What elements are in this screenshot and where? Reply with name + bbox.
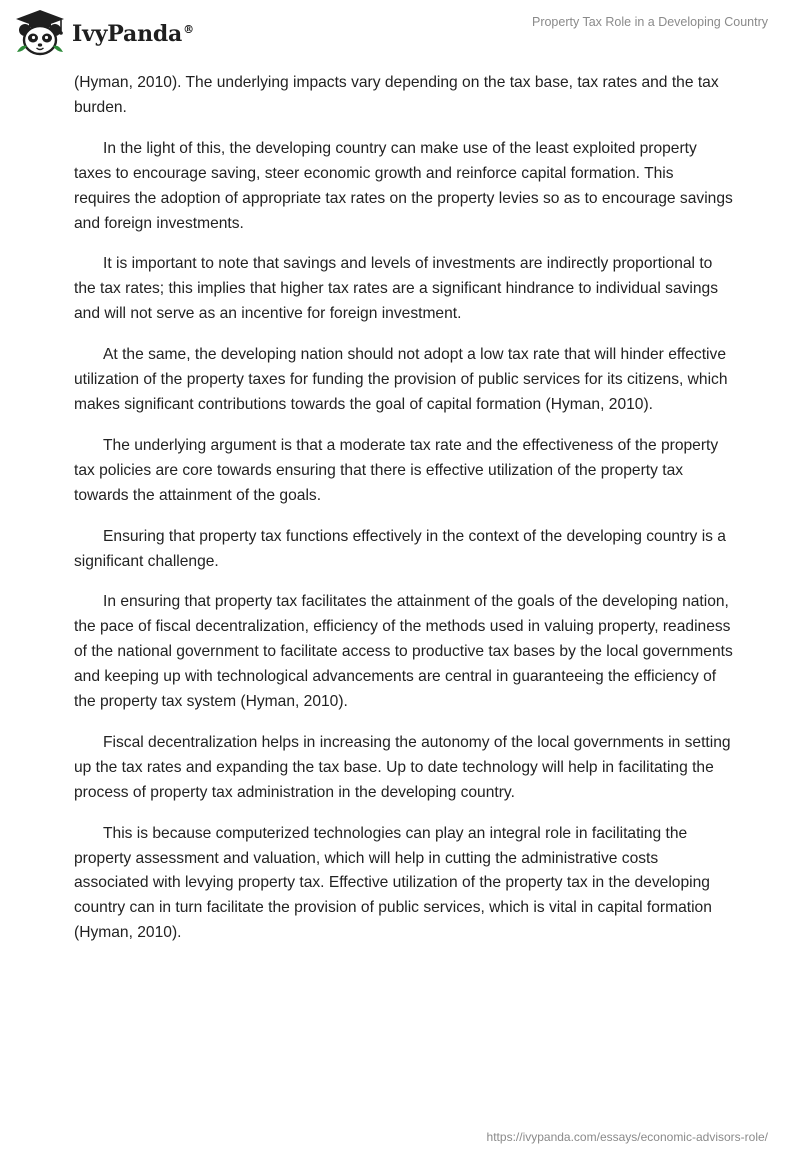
paragraph: Fiscal decentralization helps in increasing the autonomy of the local governments in setting up the tax rates and expanding the tax base. Up to date technology will help in facilitating the process of property tax administration in the developing country. [74, 733, 731, 801]
paragraph: In the light of this, the developing country can make use of the least exploited property taxes to encourage saving, steer economic growth and reinforce capital formation. This requires the adoption of appropriate tax rates on the property levies so as to encourage savings and foreign investments. [74, 139, 733, 232]
brand-logo-link[interactable] [12, 8, 194, 56]
paragraph: In ensuring that property tax facilitates the attainment of the goals of the developing nation, the pace of fiscal decentralization, efficiency of the methods used in valuing property, readiness of the national government to facilitate access to productive tax bases by the local governments and keeping up with technological advancements are central in guaranteeing the efficiency of the property tax system (Hyman, 2010). [74, 593, 733, 711]
page-header [0, 0, 800, 60]
source-url-link[interactable]: https://ivypanda.com/essays/economic-advisors-role/ [486, 1130, 768, 1144]
paragraph: This is because computerized technologies can play an integral role in facilitating the property assessment and valuation, which will help in cutting the administrative costs associated with levying property tax. Effective utilization of the property tax in the developing country can in turn facilitate the provision of public services, which is vital in capital formation (Hyman, 2010). [74, 824, 712, 942]
panda-graduate-icon [12, 8, 68, 56]
paragraph: At the same, the developing nation should not adopt a low tax rate that will hinder effective utilization of the property taxes for funding the provision of public services for its citizens, which makes significant contributions towards the goal of capital formation (Hyman, 2010). [74, 346, 728, 413]
registered-mark: ® [183, 22, 194, 36]
brand-name: IvyPanda® [72, 21, 194, 47]
paragraph: Ensuring that property tax functions effectively in the context of the developing country is a significant challenge. [74, 527, 726, 570]
paragraph: It is important to note that savings and levels of investments are indirectly proportional to the tax rates; this implies that higher tax rates are a significant hindrance to individual savings and will not serve as an incentive for foreign investment. [74, 255, 719, 323]
document-title: Property Tax Role in a Developing Country [531, 15, 768, 29]
paragraph: The underlying argument is that a moderate tax rate and the effectiveness of the property tax policies are core towards ensuring that there is effective utilization of the property tax towards the attainment of the goals. [74, 436, 719, 504]
essay-body [74, 71, 734, 962]
paragraph: (Hyman, 2010). The underlying impacts vary depending on the tax base, tax rates and the tax burden. [74, 74, 719, 116]
